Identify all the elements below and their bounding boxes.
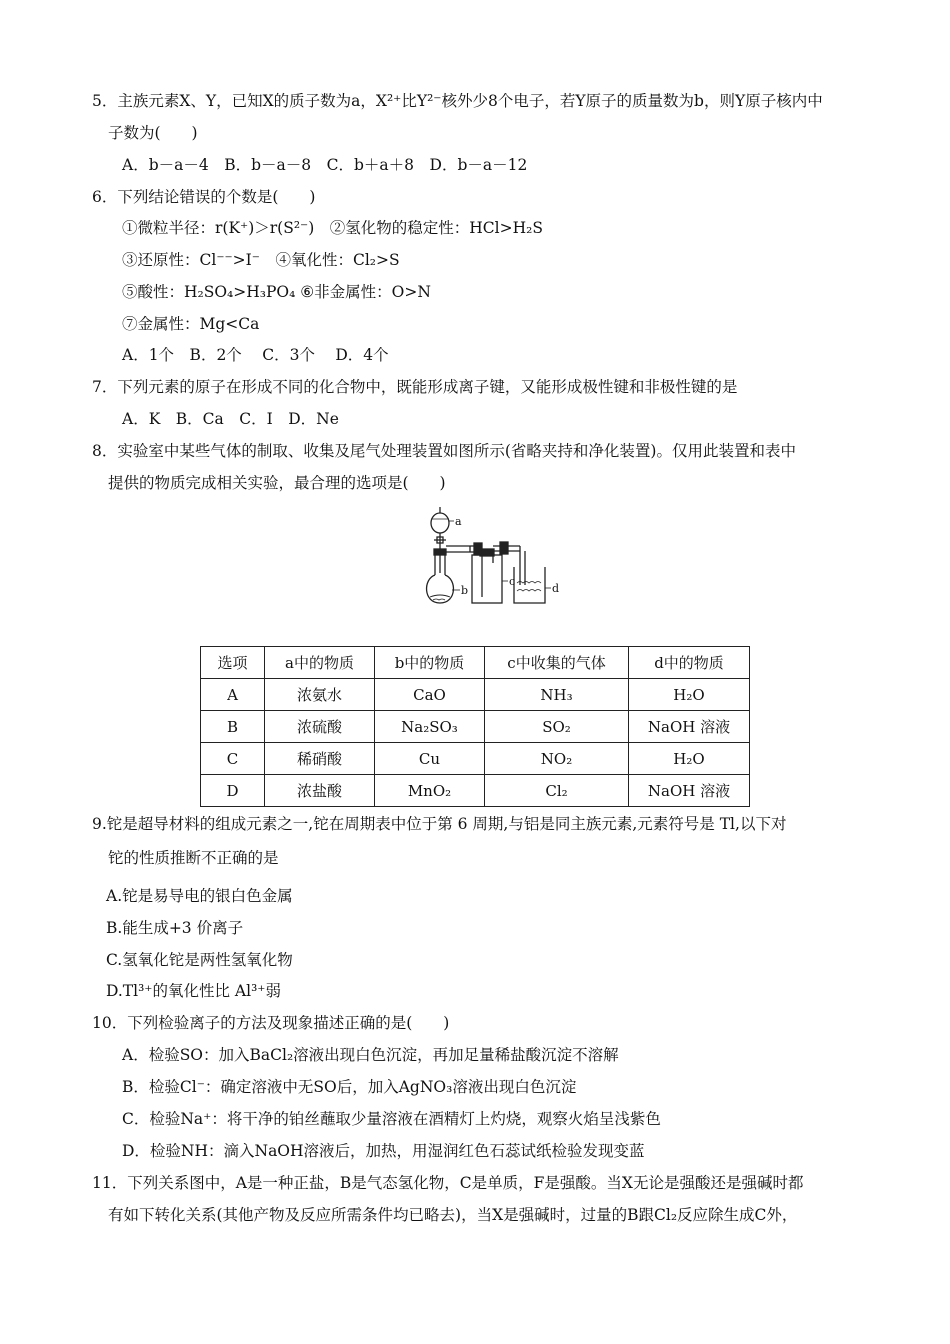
q6-stem: 6．下列结论错误的个数是( ) — [92, 188, 316, 206]
q9-line2: 铊的性质推断不正确的是 — [108, 849, 279, 867]
q9-option-b: B.能生成+3 价离子 — [106, 919, 244, 937]
table-cell: CaO — [375, 679, 485, 711]
q8-line2: 提供的物质完成相关实验，最合理的选项是( ) — [108, 474, 446, 492]
q9-option-a: A.铊是易导电的银白色金属 — [106, 887, 293, 905]
q5-options: A．b－a－4 B．b－a－8 C．b＋a＋8 D．b－a－12 — [122, 156, 528, 174]
table-cell: H₂O — [629, 743, 750, 775]
q5-line2: 子数为( ) — [108, 124, 198, 142]
label-c: c — [509, 575, 516, 588]
table-cell: MnO₂ — [375, 775, 485, 807]
table-cell: NH₃ — [485, 679, 629, 711]
table-cell: H₂O — [629, 679, 750, 711]
label-d: d — [552, 582, 560, 595]
q10-option-b: B．检验Cl⁻：确定溶液中无SO后，加入AgNO₃溶液出现白色沉淀 — [122, 1078, 577, 1096]
table-cell: D — [201, 775, 265, 807]
q6-statement-7: ⑦金属性：Mg<Ca — [122, 315, 260, 333]
q10-option-a: A．检验SO：加入BaCl₂溶液出现白色沉淀，再加足量稀盐酸沉淀不溶解 — [122, 1046, 619, 1064]
gas-apparatus-diagram — [420, 505, 565, 607]
table-row — [201, 743, 750, 775]
table-row — [201, 711, 750, 743]
q5-line1: 5．主族元素X、Y，已知X的质子数为a，X²⁺比Y²⁻核外少8个电子，若Y原子的质量数为b，则Y原子核内中 — [92, 92, 823, 110]
table-row — [201, 775, 750, 807]
q8-line1: 8．实验室中某些气体的制取、收集及尾气处理装置如图所示(省略夹持和净化装置)。仅用此装置和表中 — [92, 442, 796, 460]
q9-option-c: C.氢氧化铊是两性氢氧化物 — [106, 951, 293, 969]
table-cell: B — [201, 711, 265, 743]
table-cell: C — [201, 743, 265, 775]
table-cell: 稀硝酸 — [265, 743, 375, 775]
header-cell: b中的物质 — [375, 647, 485, 679]
header-cell: d中的物质 — [629, 647, 750, 679]
table-cell: SO₂ — [485, 711, 629, 743]
q11-line1: 11．下列关系图中，A是一种正盐，B是气态氢化物，C是单质，F是强酸。当X无论是强酸还是强碱时都 — [92, 1174, 804, 1192]
table-header-row — [201, 647, 750, 679]
q9-option-d: D.Tl³⁺的氧化性比 Al³⁺弱 — [106, 982, 281, 1000]
separatory-funnel — [431, 507, 454, 549]
q9-line1: 9.铊是超导材料的组成元素之一,铊在周期表中位于第 6 周期,与铝是同主族元素,元素符号是 Tl,以下对 — [92, 815, 787, 833]
header-cell: 选项 — [201, 647, 265, 679]
q10-option-c: C．检验Na⁺：将干净的铂丝蘸取少量溶液在酒精灯上灼烧，观察火焰呈浅紫色 — [122, 1110, 661, 1128]
header-cell: c中收集的气体 — [485, 647, 629, 679]
table-cell: Cl₂ — [485, 775, 629, 807]
collecting-bottle — [472, 549, 508, 603]
q6-statement-1-2: ①微粒半径：r(K⁺)＞r(S²⁻) ②氢化物的稳定性：HCl>H₂S — [122, 219, 543, 237]
table-cell: Na₂SO₃ — [375, 711, 485, 743]
table-cell: NO₂ — [485, 743, 629, 775]
q10-stem: 10．下列检验离子的方法及现象描述正确的是( ) — [92, 1014, 450, 1032]
table-cell: A — [201, 679, 265, 711]
label-b: b — [461, 584, 469, 597]
table-cell: 浓氨水 — [265, 679, 375, 711]
q10-option-d: D．检验NH：滴入NaOH溶液后，加热，用湿润红色石蕊试纸检验发现变蓝 — [122, 1142, 645, 1160]
table-cell: NaOH 溶液 — [629, 775, 750, 807]
round-bottom-flask — [427, 555, 460, 603]
options-table — [200, 646, 750, 807]
table-cell: NaOH 溶液 — [629, 711, 750, 743]
q7-stem: 7．下列元素的原子在形成不同的化合物中，既能形成离子键，又能形成极性键和非极性键的是 — [92, 378, 738, 396]
table-row — [201, 679, 750, 711]
q11-line2: 有如下转化关系(其他产物及反应所需条件均已略去)，当X是强碱时，过量的B跟Cl₂反应除生成C外， — [108, 1206, 798, 1224]
table-cell: 浓硫酸 — [265, 711, 375, 743]
label-a: a — [455, 515, 462, 528]
header-cell: a中的物质 — [265, 647, 375, 679]
q6-statement-5-6: ⑤酸性：H₂SO₄>H₃PO₄ ⑥非金属性：O>N — [122, 283, 431, 301]
q6-options: A．1个 B．2个 C．3个 D．4个 — [122, 346, 389, 364]
q7-options: A．K B．Ca C．I D．Ne — [122, 410, 339, 428]
q6-statement-3-4: ③还原性：Cl⁻⁻>I⁻ ④氧化性：Cl₂>S — [122, 251, 400, 269]
table-cell: Cu — [375, 743, 485, 775]
table-cell: 浓盐酸 — [265, 775, 375, 807]
